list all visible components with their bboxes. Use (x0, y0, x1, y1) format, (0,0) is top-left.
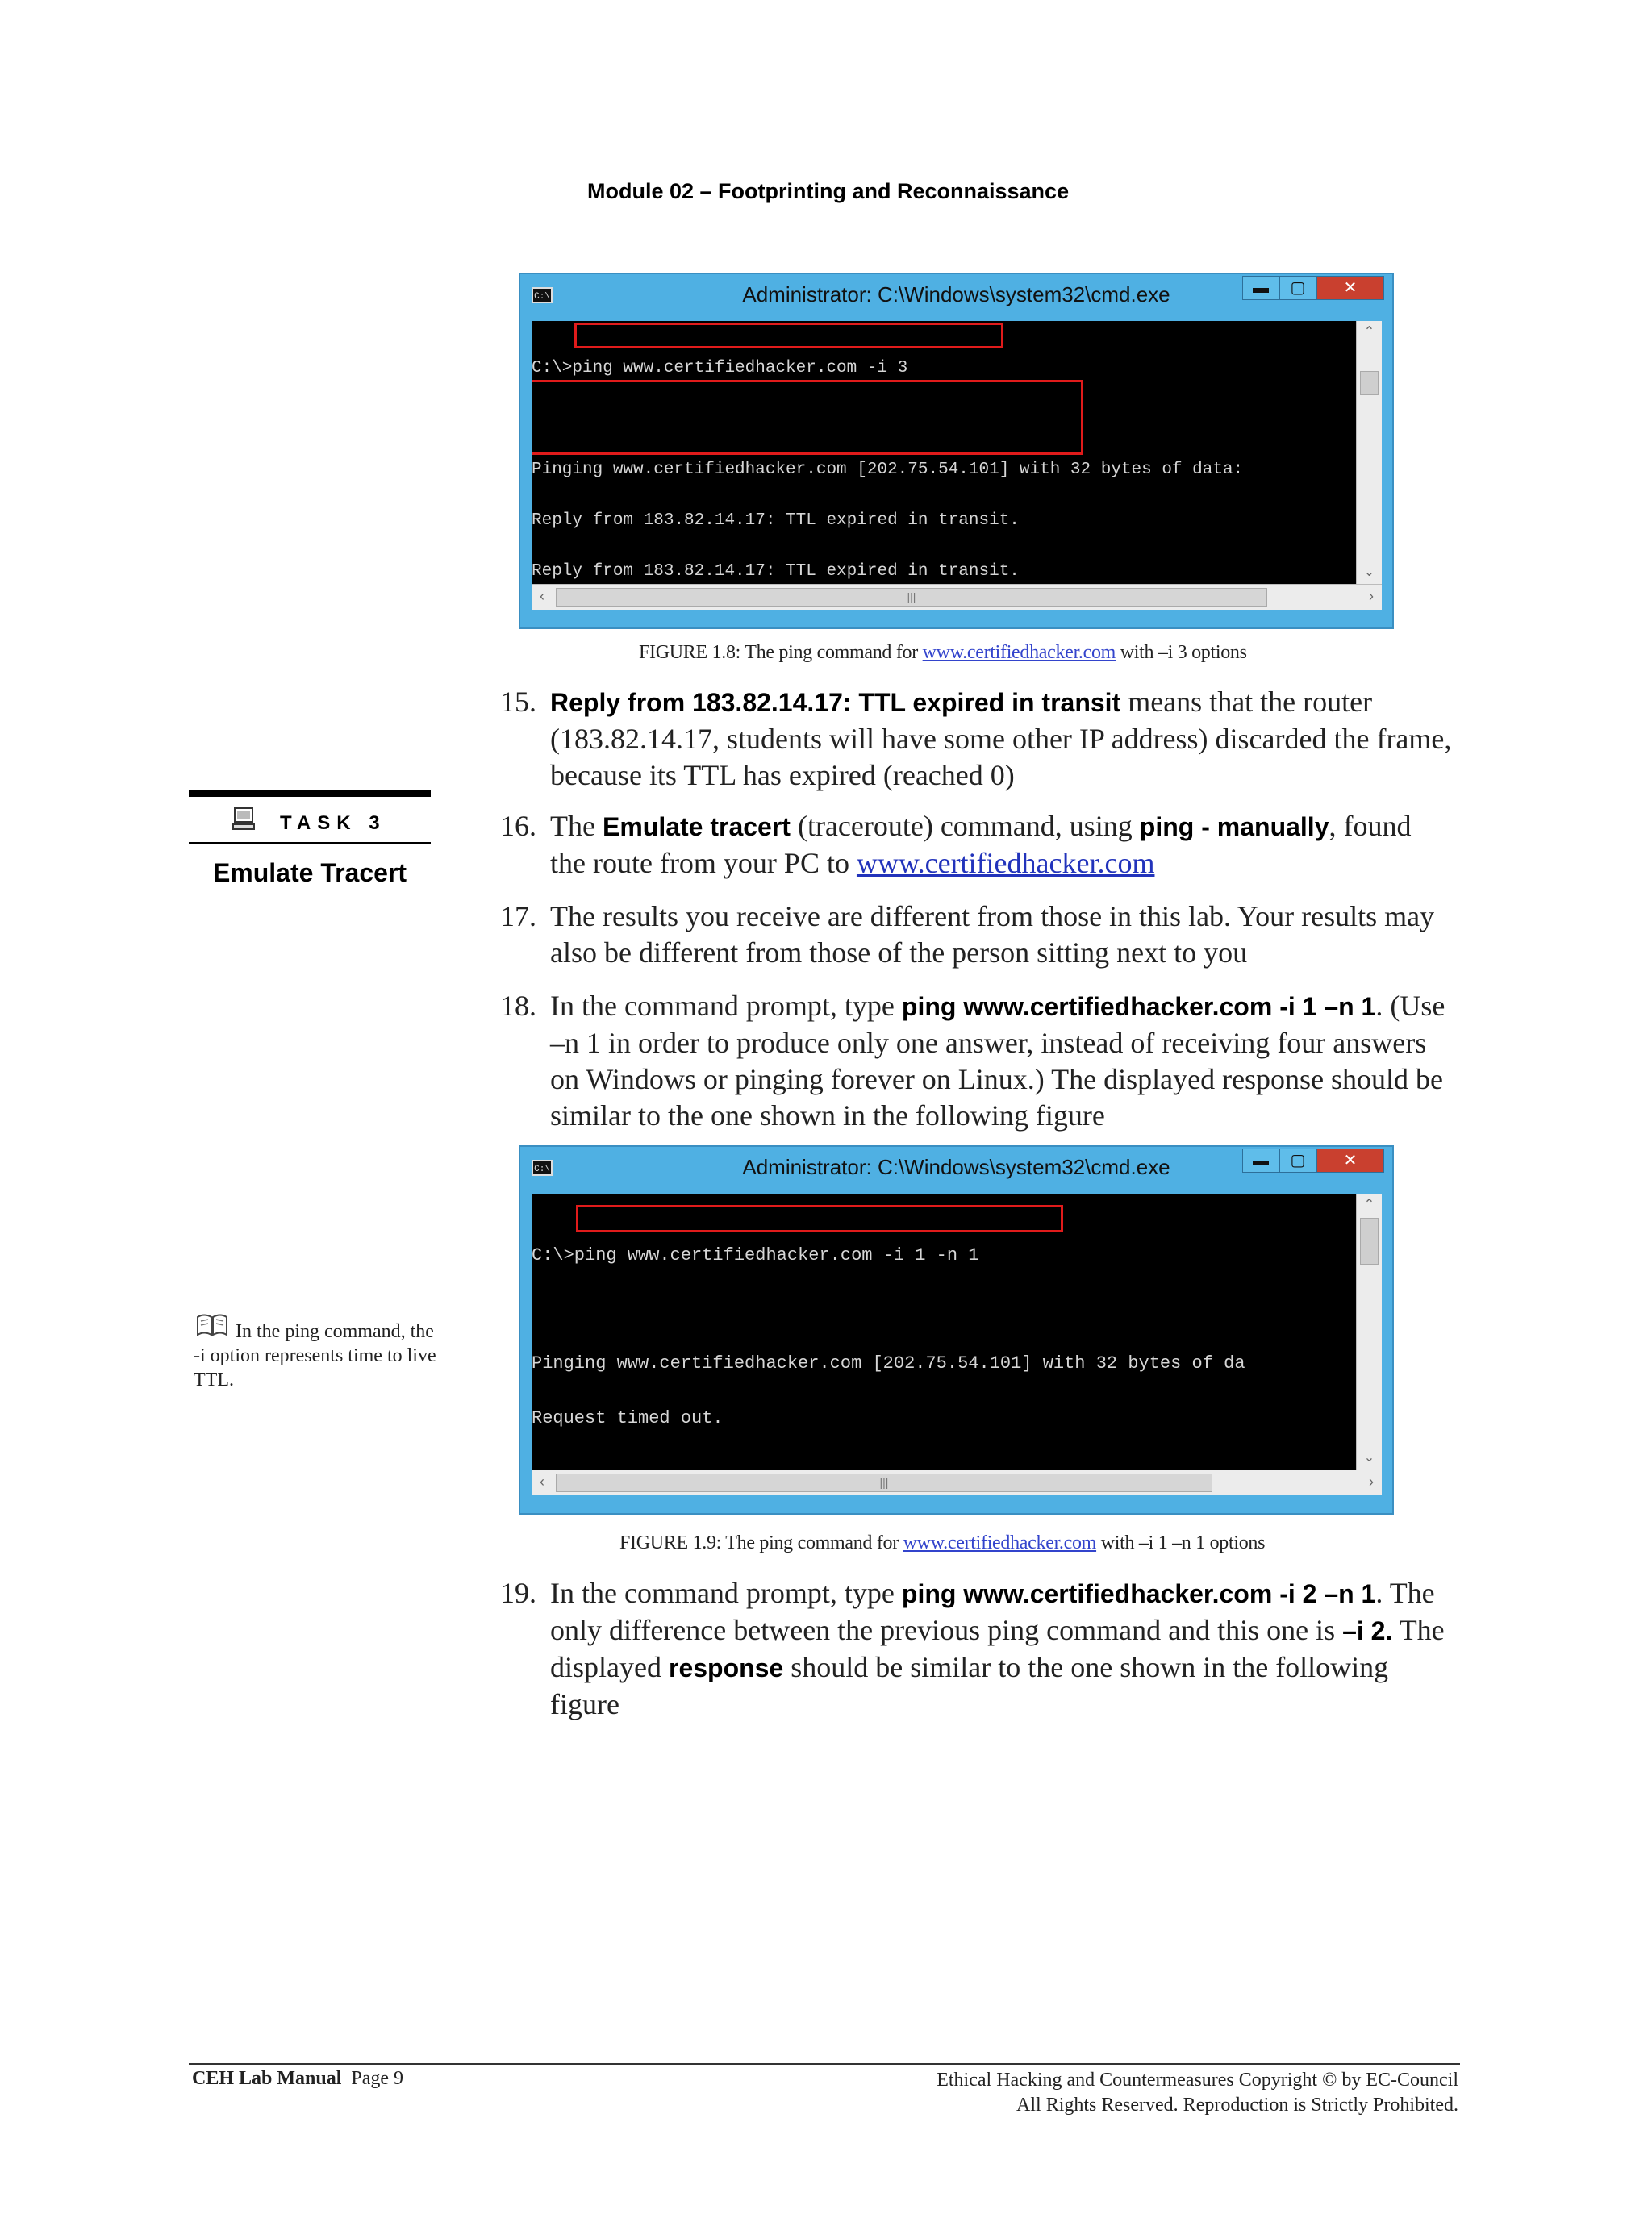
step-18 (500, 988, 1452, 1134)
figure-caption-1-9 (620, 1532, 1265, 1554)
caption-link[interactable]: www.certifiedhacker.com (922, 642, 1116, 663)
task-bottom-rule (189, 842, 431, 844)
step-text: , found the route from your PC to (550, 810, 1412, 879)
step-text: The results you receive are different from those in this lab. Your results may also be different from those of the person sitting next to you (550, 900, 1435, 969)
scroll-left-icon[interactable]: ‹ (540, 1474, 544, 1490)
step-16 (500, 808, 1452, 882)
scroll-thumb[interactable] (1360, 371, 1379, 395)
step-number: 15. (500, 686, 536, 718)
page-number: Page 9 (351, 2068, 404, 2089)
step-bold-text: ping www.certifiedhacker.com -i 1 –n 1 (901, 992, 1376, 1021)
console-line: Reply from 183.82.14.17: TTL expired in transit. (532, 562, 1020, 581)
step-bold-text: ping - manually (1139, 812, 1329, 841)
step-17 (500, 898, 1452, 971)
minimize-icon[interactable]: ▬ (1242, 1149, 1279, 1173)
step-bold-text: Emulate tracert (602, 812, 791, 841)
caption-text: FIGURE 1.8: The ping command for (639, 642, 923, 663)
caption-link[interactable]: www.certifiedhacker.com (903, 1532, 1097, 1553)
step-bold-text: Reply from 183.82.14.17: TTL expired in transit (550, 688, 1121, 717)
task-title: Emulate Tracert (212, 858, 407, 887)
footer-right (937, 2068, 1458, 2118)
step-text: means that the router (183.82.14.17, students will have some other IP address) discarded the frame, because its TTL has expired (reached 0) (550, 686, 1452, 791)
step-text: In the command prompt, type (550, 990, 902, 1022)
close-icon[interactable]: ✕ (1316, 276, 1384, 300)
console-line: Reply from 183.82.14.17: TTL expired in transit. (532, 511, 1020, 530)
copyright-line: Ethical Hacking and Countermeasures Copyright © by EC-Council (937, 2070, 1458, 2091)
module-header: Module 02 – Footprinting and Reconnaissance (587, 179, 1070, 203)
cmd-window-figure-1-9[interactable] (519, 1145, 1394, 1515)
scroll-up-icon[interactable]: ⌃ (1363, 325, 1375, 339)
step-text: The displayed (550, 1614, 1445, 1683)
window-title: Administrator: C:\Windows\system32\cmd.exe (742, 282, 1170, 306)
step-text: (traceroute) command, using (790, 810, 1140, 842)
scroll-thumb[interactable] (1360, 1218, 1379, 1265)
step-number: 17. (500, 900, 536, 932)
step-text: . (Use –n 1 in order to produce only one answer, instead of receiving four answers on Windows or pinging forever on Linux.) The displayed response should be similar to the one shown in the following figure (550, 990, 1446, 1132)
command-highlight-box (574, 323, 1003, 348)
vertical-scrollbar[interactable] (1356, 321, 1382, 584)
task-top-rule (189, 790, 431, 797)
command-highlight-box (576, 1205, 1063, 1232)
maximize-icon[interactable]: ▢ (1279, 276, 1316, 300)
step-number: 16. (500, 810, 536, 842)
cmd-window-figure-1-8[interactable] (519, 273, 1394, 629)
footer-rule (189, 2063, 1460, 2065)
console-output[interactable] (532, 1194, 1356, 1470)
step-text: In the command prompt, type (550, 1577, 902, 1609)
scroll-left-icon[interactable]: ‹ (540, 588, 544, 604)
step-bold-text: ping www.certifiedhacker.com -i 2 –n 1 (901, 1579, 1376, 1608)
horizontal-scrollbar[interactable] (532, 1470, 1382, 1495)
manual-name: CEH Lab Manual (192, 2068, 342, 2089)
step-19 (500, 1575, 1452, 1723)
step-link[interactable]: www.certifiedhacker.com (856, 847, 1155, 879)
computer-icon (232, 807, 255, 831)
step-15 (500, 684, 1452, 794)
step-text: The (550, 810, 603, 842)
sidebar-note (194, 1320, 444, 1392)
console-line: C:\>ping www.certifiedhacker.com -i 1 -n 1 (532, 1245, 979, 1265)
step-text: should be similar to the one shown in the following figure (550, 1651, 1389, 1720)
vertical-scrollbar[interactable] (1356, 1194, 1382, 1470)
reply-highlight-box (532, 380, 1083, 455)
step-text: . The only difference between the previous ping command and this one is (550, 1577, 1435, 1646)
minimize-icon[interactable]: ▬ (1242, 276, 1279, 300)
maximize-icon[interactable]: ▢ (1279, 1149, 1316, 1173)
console-line: Pinging www.certifiedhacker.com [202.75.54.101] with 32 bytes of data: (532, 461, 1244, 479)
cmd-app-icon: C:\ (532, 287, 553, 303)
scroll-right-icon[interactable]: › (1369, 1474, 1374, 1490)
console-line: C:\>ping www.certifiedhacker.com -i 3 (532, 359, 908, 377)
console-line (532, 1302, 1356, 1320)
step-bold-text: –i 2. (1342, 1616, 1393, 1645)
console-line: Request timed out. (532, 1408, 724, 1428)
rights-line: All Rights Reserved. Reproduction is Strictly Prohibited. (1016, 2095, 1458, 2116)
step-number: 18. (500, 990, 536, 1022)
step-bold-text: response (668, 1653, 784, 1682)
console-output[interactable] (532, 321, 1356, 584)
window-titlebar[interactable] (520, 1147, 1392, 1187)
horizontal-scrollbar[interactable] (532, 584, 1382, 610)
note-text: In the ping command, the -i option represents time to live TTL. (194, 1321, 436, 1390)
window-titlebar[interactable] (520, 274, 1392, 315)
close-icon[interactable]: ✕ (1316, 1149, 1384, 1173)
window-controls (1242, 1149, 1384, 1173)
window-title: Administrator: C:\Windows\system32\cmd.exe (742, 1155, 1170, 1179)
window-controls (1242, 276, 1384, 300)
figure-caption-1-8 (639, 642, 1247, 664)
scroll-thumb-horizontal[interactable]: ||| (556, 588, 1267, 607)
footer-left (192, 2068, 403, 2090)
scroll-thumb-horizontal[interactable]: ||| (556, 1474, 1212, 1492)
scroll-right-icon[interactable]: › (1369, 588, 1374, 604)
scroll-down-icon[interactable]: ⌄ (1363, 1451, 1375, 1465)
scroll-down-icon[interactable]: ⌄ (1363, 565, 1375, 579)
console-line: Pinging www.certifiedhacker.com [202.75.54.101] with 32 bytes of da (532, 1353, 1245, 1374)
step-number: 19. (500, 1577, 536, 1609)
task-label: TASK 3 (280, 812, 386, 834)
caption-text: FIGURE 1.9: The ping command for (620, 1532, 903, 1553)
caption-text: with –i 1 –n 1 options (1096, 1532, 1266, 1553)
cmd-app-icon: C:\ (532, 1160, 553, 1176)
caption-text: with –i 3 options (1116, 642, 1247, 663)
scroll-up-icon[interactable]: ⌃ (1363, 1198, 1375, 1211)
